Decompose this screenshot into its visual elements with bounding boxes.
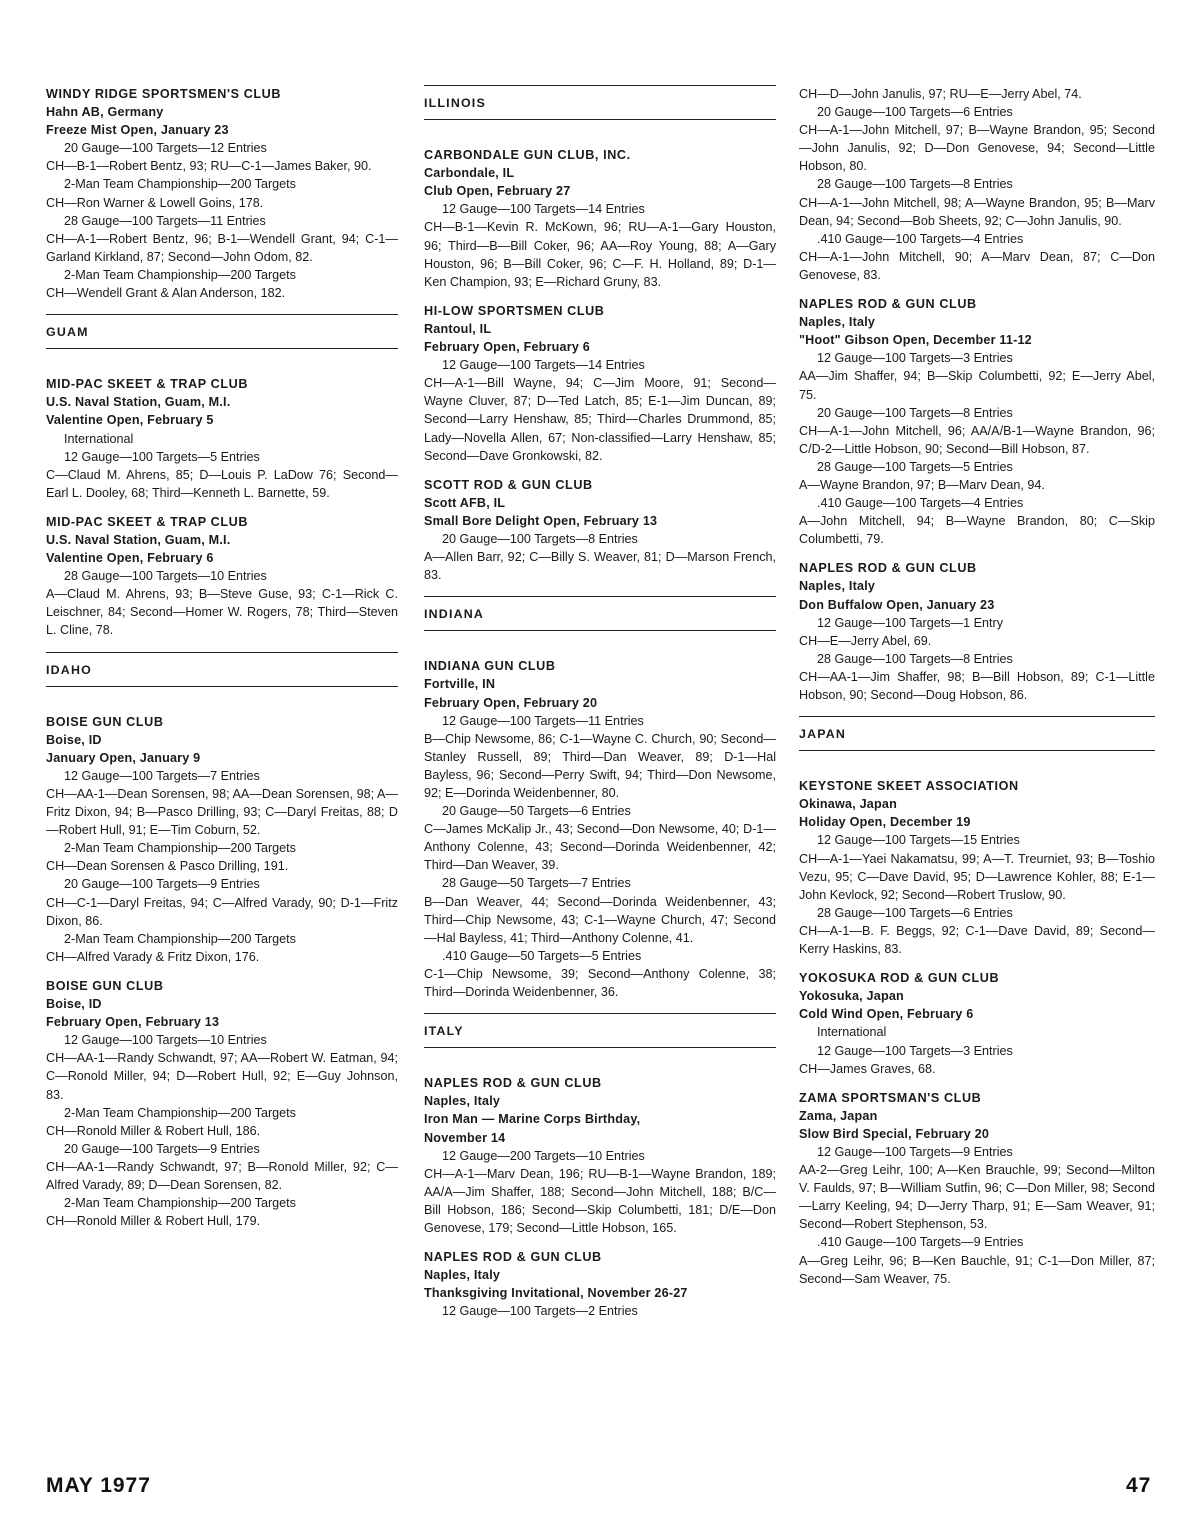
results-text: CH—Ron Warner & Lowell Goins, 178. bbox=[46, 195, 264, 210]
results-text: CH—AA-1—Randy Schwandt, 97; AA—Robert W. Eatman, 94; C—Ronold Miller, 94; D—Robert Hull, 92; E—Guy Johnson, 83. bbox=[46, 1051, 398, 1102]
club-name: MID-PAC SKEET & TRAP CLUB bbox=[46, 514, 249, 529]
club-results bbox=[424, 1074, 776, 1237]
state-heading: IDAHO bbox=[46, 652, 398, 687]
results-text: A—Claud M. Ahrens, 93; B—Steve Guse, 93; C-1—Rick C. Leischner, 84; Second—Homer W. Rogers, 78; Third—Steven L. Cline, 78. bbox=[46, 587, 398, 638]
club-results bbox=[799, 1089, 1155, 1288]
event-heading: .410 Gauge—50 Targets—5 Entries bbox=[442, 948, 642, 963]
club-name: INDIANA GUN CLUB bbox=[424, 659, 556, 674]
event-heading: 2-Man Team Championship—200 Targets bbox=[64, 177, 296, 192]
results-text: CH—AA-1—Randy Schwandt, 97; B—Ronold Miller, 92; C—Alfred Varady, 89; D—Dean Sorensen, 82. bbox=[46, 1159, 398, 1192]
event-heading: 20 Gauge—100 Targets—9 Entries bbox=[64, 1141, 260, 1156]
event-name: "Hoot" Gibson Open, December 11-12 bbox=[799, 333, 1032, 348]
results-text: CH—Ronold Miller & Robert Hull, 179. bbox=[46, 1214, 261, 1229]
club-results bbox=[799, 969, 1155, 1078]
event-heading: 20 Gauge—100 Targets—9 Entries bbox=[64, 877, 260, 892]
event-name: February Open, February 13 bbox=[46, 1015, 220, 1030]
club-location: Boise, ID bbox=[46, 732, 102, 747]
club-results bbox=[424, 1248, 776, 1320]
results-text: CH—Wendell Grant & Alan Anderson, 182. bbox=[46, 286, 286, 301]
event-heading: 12 Gauge—100 Targets—1 Entry bbox=[817, 615, 1003, 630]
club-location: Naples, Italy bbox=[799, 579, 876, 594]
results-text: CH—D—John Janulis, 97; RU—E—Jerry Abel, 74. bbox=[799, 87, 1082, 101]
event-name: February Open, February 6 bbox=[424, 340, 590, 355]
results-text: C-1—Chip Newsome, 39; Second—Anthony Colenne, 38; Third—Dorinda Weidenbenner, 36. bbox=[424, 966, 776, 1000]
results-text: A—John Mitchell, 94; B—Wayne Brandon, 80; C—Skip Columbetti, 79. bbox=[799, 514, 1155, 547]
event-name: February Open, February 20 bbox=[424, 695, 598, 710]
event-name: Holiday Open, December 19 bbox=[799, 815, 971, 830]
results-text: CH—A-1—John Mitchell, 96; AA/A/B-1—Wayne Brandon, 96; C/D-2—Little Hobson, 90; Second—Bill Hobson, 87. bbox=[799, 423, 1155, 456]
results-text: A—Allen Barr, 92; C—Billy S. Weaver, 81; D—Marson French, 83. bbox=[424, 550, 776, 583]
club-results bbox=[799, 777, 1155, 958]
club-results bbox=[46, 513, 398, 640]
club-location: U.S. Naval Station, Guam, M.I. bbox=[46, 395, 231, 410]
event-heading: .410 Gauge—100 Targets—4 Entries bbox=[817, 231, 1024, 246]
club-name: CARBONDALE GUN CLUB, INC. bbox=[424, 148, 631, 163]
event-heading: 12 Gauge—100 Targets—14 Entries bbox=[442, 202, 645, 217]
event-heading: 12 Gauge—100 Targets—11 Entries bbox=[442, 713, 644, 728]
event-name: Don Buffalow Open, January 23 bbox=[799, 597, 995, 612]
results-text: CH—A-1—Robert Bentz, 96; B-1—Wendell Grant, 94; C-1—Garland Kirkland, 87; Second—John Odom, 82. bbox=[46, 231, 398, 264]
state-heading: JAPAN bbox=[799, 716, 1155, 751]
event-heading: 12 Gauge—100 Targets—10 Entries bbox=[64, 1033, 267, 1048]
event-heading: 12 Gauge—100 Targets—3 Entries bbox=[817, 351, 1013, 366]
results-text: CH—Alfred Varady & Fritz Dixon, 176. bbox=[46, 949, 260, 964]
event-heading: 20 Gauge—50 Targets—6 Entries bbox=[442, 804, 631, 819]
club-location: Naples, Italy bbox=[424, 1094, 501, 1109]
results-text: CH—AA-1—Dean Sorensen, 98; AA—Dean Sorensen, 98; A—Fritz Dixon, 94; B—Pasco Drilling, 93; C—Daryl Freitas, 88; D—Robert Hull, 91; E—Tim Coburn, 52. bbox=[46, 787, 398, 838]
column-middle bbox=[424, 85, 776, 1331]
event-heading: 12 Gauge—100 Targets—14 Entries bbox=[442, 358, 645, 373]
event-heading: 12 Gauge—100 Targets—9 Entries bbox=[817, 1144, 1013, 1159]
club-name: SCOTT ROD & GUN CLUB bbox=[424, 477, 593, 492]
club-name: NAPLES ROD & GUN CLUB bbox=[799, 297, 977, 312]
club-results bbox=[799, 295, 1155, 548]
event-heading: 2-Man Team Championship—200 Targets bbox=[64, 931, 296, 946]
club-location: Carbondale, IL bbox=[424, 166, 515, 181]
event-name: Iron Man — Marine Corps Birthday, bbox=[424, 1112, 641, 1127]
club-name: MID-PAC SKEET & TRAP CLUB bbox=[46, 377, 249, 392]
results-text: CH—Ronold Miller & Robert Hull, 186. bbox=[46, 1123, 261, 1138]
results-text: AA—Jim Shaffer, 94; B—Skip Columbetti, 92; E—Jerry Abel, 75. bbox=[799, 369, 1155, 402]
event-heading: International bbox=[817, 1025, 887, 1040]
club-results bbox=[424, 657, 776, 1001]
event-heading: 28 Gauge—50 Targets—7 Entries bbox=[442, 876, 631, 891]
issue-date: MAY 1977 bbox=[46, 1474, 151, 1497]
event-heading: 20 Gauge—100 Targets—8 Entries bbox=[817, 405, 1013, 420]
results-text: C—James McKalip Jr., 43; Second—Don Newsome, 40; D-1—Anthony Colenne, 43; Second—Dorinda Weidenbenner, 42; Third—Dan Weaver, 39. bbox=[424, 822, 776, 873]
club-name: BOISE GUN CLUB bbox=[46, 714, 164, 729]
results-text: B—Chip Newsome, 86; C-1—Wayne C. Church, 90; Second—Stanley Russell, 89; Third—Dan Weaver, 89; D-1—Hal Bayless, 96; Second—Perry Swift, 94; Third—Don Newsome, 92; E—Dorinda Weidenbenner, 80. bbox=[424, 731, 776, 800]
event-name: Valentine Open, February 5 bbox=[46, 413, 214, 428]
club-results bbox=[46, 713, 398, 966]
results-text: A—Wayne Brandon, 97; B—Marv Dean, 94. bbox=[799, 477, 1045, 492]
club-results bbox=[46, 375, 398, 502]
event-heading: 12 Gauge—100 Targets—15 Entries bbox=[817, 833, 1020, 848]
results-text: C—Claud M. Ahrens, 85; D—Louis P. LaDow 76; Second—Earl L. Dooley, 68; Third—Kenneth L. Barnette, 59. bbox=[46, 467, 398, 500]
club-location: Boise, ID bbox=[46, 997, 102, 1012]
results-text: CH—E—Jerry Abel, 69. bbox=[799, 633, 932, 648]
club-name: HI-LOW SPORTSMEN CLUB bbox=[424, 303, 605, 318]
event-heading: International bbox=[64, 431, 134, 446]
event-heading: 28 Gauge—100 Targets—10 Entries bbox=[64, 569, 267, 584]
event-heading: 12 Gauge—100 Targets—7 Entries bbox=[64, 768, 260, 783]
results-continued bbox=[799, 85, 1155, 284]
club-results bbox=[424, 302, 776, 465]
club-name: KEYSTONE SKEET ASSOCIATION bbox=[799, 779, 1019, 794]
state-heading: ILLINOIS bbox=[424, 85, 776, 120]
results-text: CH—C-1—Daryl Freitas, 94; C—Alfred Varady, 90; D-1—Fritz Dixon, 86. bbox=[46, 895, 398, 928]
results-text: B—Dan Weaver, 44; Second—Dorinda Weidenbenner, 43; Third—Chip Newsome, 43; C-1—Wayne Church, 47; Second—Hal Bayless, 41; Third—Anthony Colenne, 41. bbox=[424, 894, 776, 945]
club-name: NAPLES ROD & GUN CLUB bbox=[799, 561, 977, 576]
club-results bbox=[46, 977, 398, 1230]
results-text: CH—Dean Sorensen & Pasco Drilling, 191. bbox=[46, 859, 289, 874]
event-heading: 28 Gauge—100 Targets—6 Entries bbox=[817, 905, 1013, 920]
event-heading: 2-Man Team Championship—200 Targets bbox=[64, 1105, 296, 1120]
results-text: CH—B-1—Robert Bentz, 93; RU—C-1—James Baker, 90. bbox=[46, 159, 372, 174]
page-number: 47 bbox=[1126, 1474, 1152, 1497]
event-name: Valentine Open, February 6 bbox=[46, 551, 214, 566]
column-left bbox=[46, 85, 398, 1241]
club-results bbox=[424, 146, 776, 291]
event-heading: 20 Gauge—100 Targets—12 Entries bbox=[64, 141, 267, 156]
event-name: Thanksgiving Invitational, November 26-27 bbox=[424, 1286, 688, 1301]
results-text: CH—A-1—John Mitchell, 90; A—Marv Dean, 87; C—Don Genovese, 83. bbox=[799, 249, 1155, 282]
event-heading: .410 Gauge—100 Targets—9 Entries bbox=[817, 1235, 1024, 1250]
club-location: Yokosuka, Japan bbox=[799, 989, 904, 1004]
event-heading: 2-Man Team Championship—200 Targets bbox=[64, 1196, 296, 1211]
club-name: NAPLES ROD & GUN CLUB bbox=[424, 1076, 602, 1091]
event-heading: 28 Gauge—100 Targets—8 Entries bbox=[817, 651, 1013, 666]
event-heading: .410 Gauge—100 Targets—4 Entries bbox=[817, 496, 1024, 511]
event-name: January Open, January 9 bbox=[46, 750, 201, 765]
results-text: CH—James Graves, 68. bbox=[799, 1061, 936, 1076]
club-results bbox=[46, 85, 398, 302]
event-name: Slow Bird Special, February 20 bbox=[799, 1126, 990, 1141]
event-name: Club Open, February 27 bbox=[424, 184, 571, 199]
event-heading: 12 Gauge—100 Targets—5 Entries bbox=[64, 449, 260, 464]
results-text: CH—A-1—B. F. Beggs, 92; C-1—Dave David, 89; Second—Kerry Haskins, 83. bbox=[799, 923, 1155, 957]
club-location: Hahn AB, Germany bbox=[46, 105, 164, 120]
event-name: Small Bore Delight Open, February 13 bbox=[424, 513, 658, 528]
event-heading: 20 Gauge—100 Targets—6 Entries bbox=[817, 105, 1013, 120]
club-location: Zama, Japan bbox=[799, 1108, 878, 1123]
state-heading: ITALY bbox=[424, 1013, 776, 1048]
club-location: Naples, Italy bbox=[799, 315, 876, 330]
event-heading: 20 Gauge—100 Targets—8 Entries bbox=[442, 531, 638, 546]
results-text: AA-2—Greg Leihr, 100; A—Ken Brauchle, 99; Second—Milton V. Faulds, 97; B—William Sutfin, 96; C—Don Miller, 98; Second—Larry Keeling, 94; D—Jerry Tharp, 91; E—Sam Weaver, 91; Second—Robert Stephenson, 53. bbox=[799, 1163, 1155, 1232]
club-location: Fortville, IN bbox=[424, 677, 496, 692]
results-text: A—Greg Leihr, 96; B—Ken Bauchle, 91; C-1—Don Miller, 87; Second—Sam Weaver, 75. bbox=[799, 1253, 1155, 1286]
event-heading: 2-Man Team Championship—200 Targets bbox=[64, 267, 296, 282]
club-results bbox=[799, 559, 1155, 704]
club-location: Rantoul, IL bbox=[424, 321, 492, 336]
event-heading: 28 Gauge—100 Targets—5 Entries bbox=[817, 459, 1013, 474]
event-heading: 12 Gauge—100 Targets—2 Entries bbox=[442, 1304, 638, 1319]
club-name: NAPLES ROD & GUN CLUB bbox=[424, 1250, 602, 1265]
event-name: November 14 bbox=[424, 1130, 506, 1145]
club-name: BOISE GUN CLUB bbox=[46, 978, 164, 993]
results-text: CH—A-1—Marv Dean, 196; RU—B-1—Wayne Brandon, 189; AA/A—Jim Shaffer, 188; Second—John Mitchell, 188; B/C—Bill Hobson, 186; Second—Skip Columbetti, 181; D/E—Don Genovese, 179; Second—Little Hobson, 165. bbox=[424, 1166, 776, 1235]
club-location: U.S. Naval Station, Guam, M.I. bbox=[46, 532, 231, 547]
event-heading: 28 Gauge—100 Targets—8 Entries bbox=[817, 177, 1013, 192]
results-text: CH—A-1—Bill Wayne, 94; C—Jim Moore, 91; Second—Wayne Cluver, 87; D—Ted Latch, 85; E-1—Jim Duncan, 89; Second—Larry Henshaw, 85; Third—Charles Drummond, 85; Lady—Novella Allen, 67; Non-classified—Larry Henshaw, 85; Second—Dave Gronkowski, 82. bbox=[424, 376, 776, 463]
state-heading: GUAM bbox=[46, 314, 398, 349]
results-text: CH—A-1—Yaei Nakamatsu, 99; A—T. Treurniet, 93; B—Toshio Vezu, 95; C—Dave David, 95; D—Lawrence Kohler, 88; E-1—John Kevlock, 92; Second—Robert Truslow, 90. bbox=[799, 851, 1155, 902]
event-heading: 2-Man Team Championship—200 Targets bbox=[64, 841, 296, 856]
club-name: YOKOSUKA ROD & GUN CLUB bbox=[799, 971, 1000, 986]
club-name: WINDY RIDGE SPORTSMEN'S CLUB bbox=[46, 87, 282, 101]
column-right bbox=[799, 85, 1155, 1299]
club-location: Okinawa, Japan bbox=[799, 797, 897, 812]
event-name: Cold Wind Open, February 6 bbox=[799, 1007, 974, 1022]
club-location: Naples, Italy bbox=[424, 1268, 501, 1283]
results-text: CH—B-1—Kevin R. McKown, 96; RU—A-1—Gary Houston, 96; Third—B—Bill Coker, 96; AA—Roy Young, 88; A—Gary Houston, 96; B—Bill Coker, 96; C—F. H. Holland, 89; D-1—Ken Champion, 93; E—Richard Gruny, 83. bbox=[424, 220, 776, 289]
event-heading: 12 Gauge—100 Targets—3 Entries bbox=[817, 1043, 1013, 1058]
results-text: CH—A-1—John Mitchell, 97; B—Wayne Brandon, 95; Second—John Janulis, 92; D—Don Genovese, 94; Second—Little Hobson, 80. bbox=[799, 123, 1155, 174]
results-text: CH—AA-1—Jim Shaffer, 98; B—Bill Hobson, 89; C-1—Little Hobson, 90; Second—Doug Hobson, 86. bbox=[799, 669, 1155, 702]
event-heading: 28 Gauge—100 Targets—11 Entries bbox=[64, 213, 266, 228]
results-text: CH—A-1—John Mitchell, 98; A—Wayne Brandon, 95; B—Marv Dean, 94; Second—Bob Sheets, 92; C—John Janulis, 90. bbox=[799, 195, 1155, 228]
event-heading: 12 Gauge—200 Targets—10 Entries bbox=[442, 1148, 645, 1163]
state-heading: INDIANA bbox=[424, 596, 776, 631]
event-name: Freeze Mist Open, January 23 bbox=[46, 123, 229, 138]
club-results bbox=[424, 476, 776, 585]
club-name: ZAMA SPORTSMAN'S CLUB bbox=[799, 1090, 982, 1105]
club-location: Scott AFB, IL bbox=[424, 495, 506, 510]
